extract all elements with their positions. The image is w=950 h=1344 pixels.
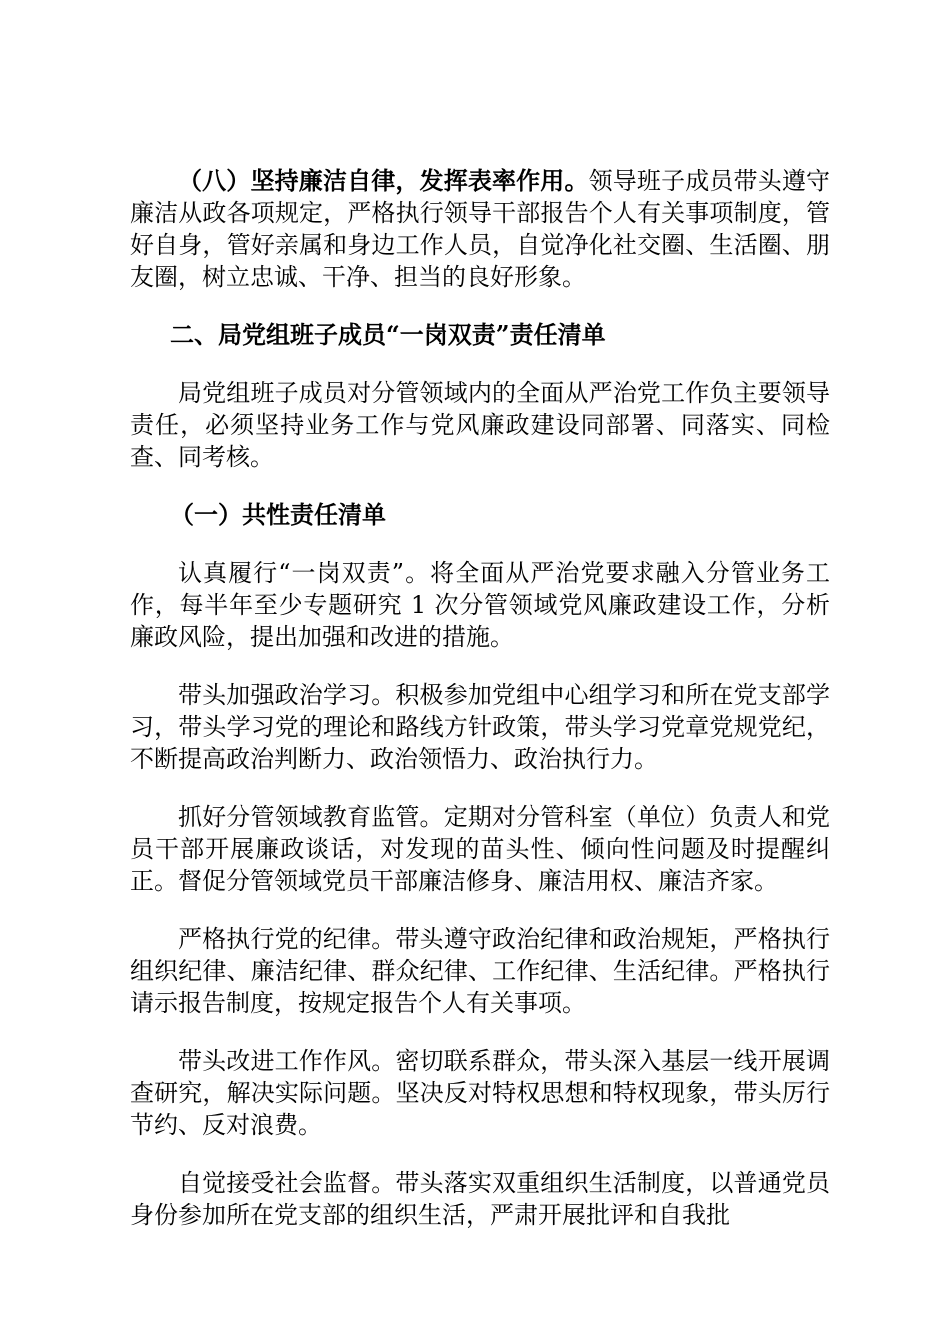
intro-paragraph: 局党组班子成员对分管领域内的全面从严治党工作负主要领导责任，必须坚持业务工作与党风廉政建设同部署、同落实、同检查、同考核。 <box>130 379 830 471</box>
section-heading-2: 二、局党组班子成员“一岗双责”责任清单 <box>170 320 606 349</box>
paragraph-duty-5: 带头改进工作作风。密切联系群众，带头深入基层一线开展调查研究，解决实际问题。坚决反对特权思想和特权现象，带头厉行节约、反对浪费。 <box>130 1047 830 1139</box>
paragraph-duty-3: 抓好分管领域教育监管。定期对分管科室（单位）负责人和党员干部开展廉政谈话，对发现的苗头性、倾向性问题及时提醒纠正。督促分管领域党员干部廉洁修身、廉洁用权、廉洁齐家。 <box>130 803 830 895</box>
document-page <box>130 165 830 1257</box>
paragraph-duty-6: 自觉接受社会监督。带头落实双重组织生活制度，以普通党员身份参加所在党支部的组织生活，严肃开展批评和自我批 <box>130 1169 830 1229</box>
paragraph-duty-4: 严格执行党的纪律。带头遵守政治纪律和政治规矩，严格执行组织纪律、廉洁纪律、群众纪律、工作纪律、生活纪律。严格执行请示报告制度，按规定报告个人有关事项。 <box>130 925 830 1017</box>
paragraph-duty-1: 认真履行“一岗双责”。将全面从严治党要求融入分管业务工作，每半年至少专题研究 1 次分管领域党风廉政建设工作，分析廉政风险，提出加强和改进的措施。 <box>130 559 830 651</box>
subheading-common-responsibilities: （一）共性责任清单 <box>170 500 386 529</box>
section-8-paragraph <box>130 165 830 293</box>
paragraph-duty-2: 带头加强政治学习。积极参加党组中心组学习和所在党支部学习，带头学习党的理论和路线方针政策，带头学习党章党规党纪，不断提高政治判断力、政治领悟力、政治执行力。 <box>130 681 830 773</box>
section-8-body: 领导班子成员带头遵守廉洁从政各项规定，严格执行领导干部报告个人有关事项制度，管好自身，管好亲属和身边工作人员，自觉净化社交圈、生活圈、朋友圈，树立忠诚、干净、担当的良好形象。 <box>130 167 831 291</box>
section-8-lead: （八）坚持廉洁自律，发挥表率作用。 <box>178 166 589 195</box>
